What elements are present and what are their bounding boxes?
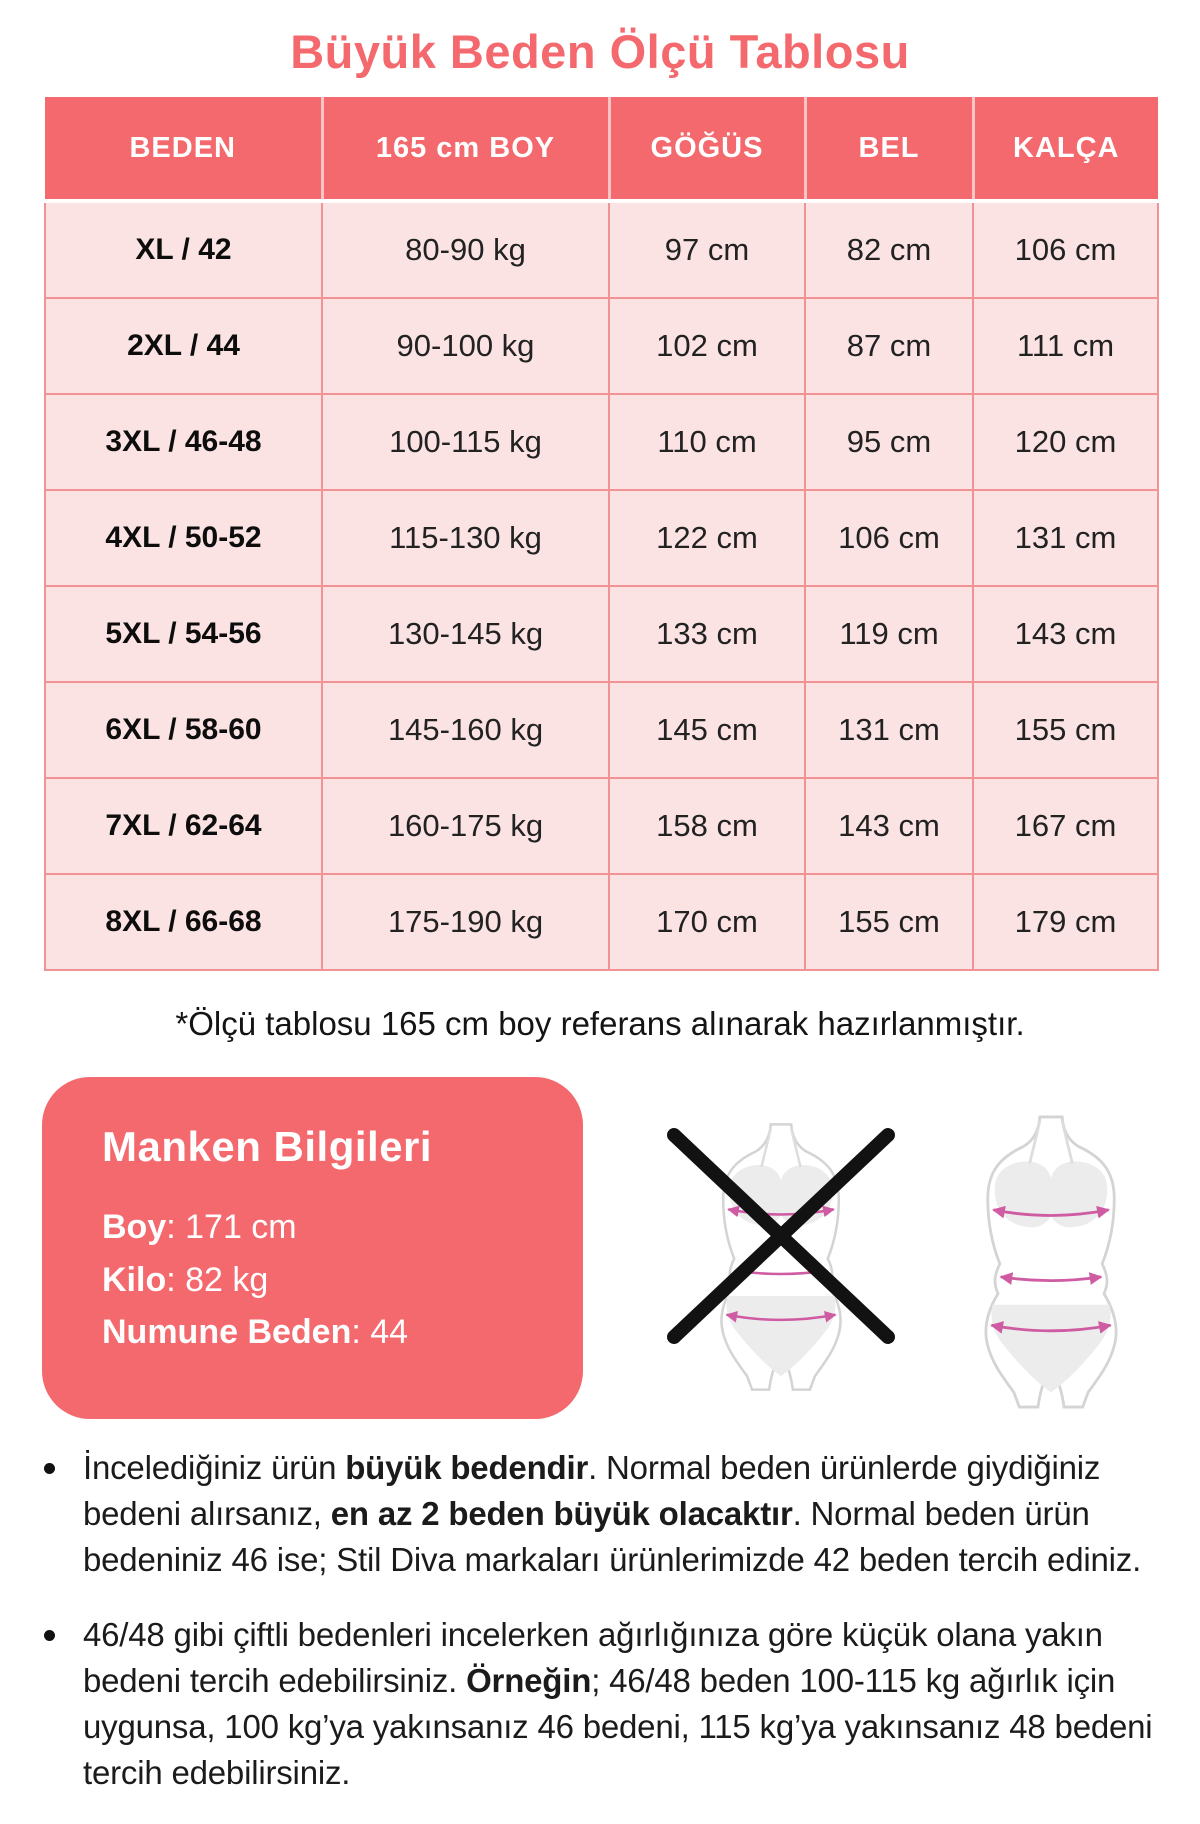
waist-cell: 82 cm — [805, 201, 973, 298]
model-sample-size-row — [102, 1306, 553, 1359]
weight-cell: 145-160 kg — [322, 682, 609, 778]
waist-cell: 106 cm — [805, 490, 973, 586]
column-header-gogus: GÖĞÜS — [609, 97, 805, 201]
weight-cell: 130-145 kg — [322, 586, 609, 682]
model-info-title: Manken Bilgileri — [102, 1123, 433, 1170]
column-header-boy: 165 cm BOY — [322, 97, 609, 201]
table-header-row — [45, 97, 1158, 201]
model-sample-size-label: Numune Beden — [102, 1313, 352, 1352]
model-weight-value: : 82 kg — [166, 1260, 269, 1299]
correct-measurement-figure — [948, 1105, 1154, 1405]
notes-list — [0, 1445, 1200, 1796]
note-text: 46/48 gibi çiftli bedenleri incelerken ağırlığınıza göre küçük olana yakın bedeni tercih edebilirsiniz. Örneğin; 46/48 beden 100-115 kg ağırlık için uygunsa, 100 kg’ya yakınsanız 46 bedeni, 115 kg’ya yakınsanız 48 bedeni tercih edebilirsiniz. — [83, 1615, 1153, 1792]
weight-cell: 100-115 kg — [322, 394, 609, 490]
table-row — [45, 394, 1158, 490]
size-cell: 5XL / 54-56 — [45, 586, 322, 682]
table-row — [45, 778, 1158, 874]
chest-cell: 102 cm — [609, 298, 805, 394]
column-header-kalca: KALÇA — [973, 97, 1158, 201]
chest-cell: 170 cm — [609, 874, 805, 970]
column-header-beden: BEDEN — [45, 97, 322, 201]
hip-cell: 143 cm — [973, 586, 1158, 682]
model-sample-size-value: : 44 — [351, 1313, 409, 1352]
chest-cell: 158 cm — [609, 778, 805, 874]
chest-cell: 133 cm — [609, 586, 805, 682]
waist-cell: 119 cm — [805, 586, 973, 682]
chest-cell: 97 cm — [609, 201, 805, 298]
model-section — [0, 1077, 1200, 1427]
table-footnote: *Ölçü tablosu 165 cm boy referans alınarak hazırlanmıştır. — [175, 1005, 1025, 1042]
table-row — [45, 874, 1158, 970]
weight-cell: 90-100 kg — [322, 298, 609, 394]
body-silhouette — [958, 1113, 1144, 1411]
model-height-value: : 171 cm — [166, 1208, 297, 1246]
model-info-card — [42, 1077, 583, 1419]
bullet-icon — [44, 1630, 55, 1641]
hip-cell: 179 cm — [973, 874, 1158, 970]
hip-cell: 131 cm — [973, 490, 1158, 586]
measurement-figures — [583, 1077, 1200, 1405]
weight-cell: 160-175 kg — [322, 778, 609, 874]
size-cell: 6XL / 58-60 — [45, 682, 322, 778]
waist-cell: 155 cm — [805, 874, 973, 970]
wrong-measurement-figure — [662, 1105, 900, 1405]
size-cell: 3XL / 46-48 — [45, 394, 322, 490]
hip-cell: 111 cm — [973, 298, 1158, 394]
size-cell: 2XL / 44 — [45, 298, 322, 394]
table-row — [45, 201, 1158, 298]
note-item — [44, 1445, 1160, 1584]
chest-cell: 122 cm — [609, 490, 805, 586]
bullet-icon — [44, 1463, 55, 1474]
table-row — [45, 298, 1158, 394]
hip-cell: 106 cm — [973, 201, 1158, 298]
weight-cell: 80-90 kg — [322, 201, 609, 298]
size-table-wrapper — [44, 97, 1157, 971]
column-header-bel: BEL — [805, 97, 973, 201]
waist-cell: 87 cm — [805, 298, 973, 394]
size-cell: 7XL / 62-64 — [45, 778, 322, 874]
chest-cell: 110 cm — [609, 394, 805, 490]
model-height-label: Boy — [102, 1208, 167, 1246]
model-height-row — [102, 1201, 553, 1254]
table-row — [45, 682, 1158, 778]
size-table — [44, 97, 1159, 971]
size-cell: 8XL / 66-68 — [45, 874, 322, 970]
weight-cell: 175-190 kg — [322, 874, 609, 970]
hip-cell: 120 cm — [973, 394, 1158, 490]
weight-cell: 115-130 kg — [322, 490, 609, 586]
waist-cell: 143 cm — [805, 778, 973, 874]
hip-cell: 155 cm — [973, 682, 1158, 778]
table-row — [45, 586, 1158, 682]
model-weight-row — [102, 1254, 553, 1307]
page-title: Büyük Beden Ölçü Tablosu — [290, 25, 910, 78]
chest-cell: 145 cm — [609, 682, 805, 778]
hip-cell: 167 cm — [973, 778, 1158, 874]
note-item — [44, 1612, 1160, 1797]
size-cell: 4XL / 50-52 — [45, 490, 322, 586]
waist-cell: 95 cm — [805, 394, 973, 490]
waist-cell: 131 cm — [805, 682, 973, 778]
model-weight-label: Kilo — [102, 1260, 167, 1299]
note-text: İncelediğiniz ürün büyük bedendir. Normal beden ürünlerde giydiğiniz bedeni alırsanız, en az 2 beden büyük olacaktır. Normal beden ürün bedeniniz 46 ise; Stil Diva markaları ürünlerimizde 42 beden tercih ediniz. — [83, 1449, 1142, 1579]
table-row — [45, 490, 1158, 586]
cross-icon — [662, 1105, 900, 1405]
size-cell: XL / 42 — [45, 201, 322, 298]
